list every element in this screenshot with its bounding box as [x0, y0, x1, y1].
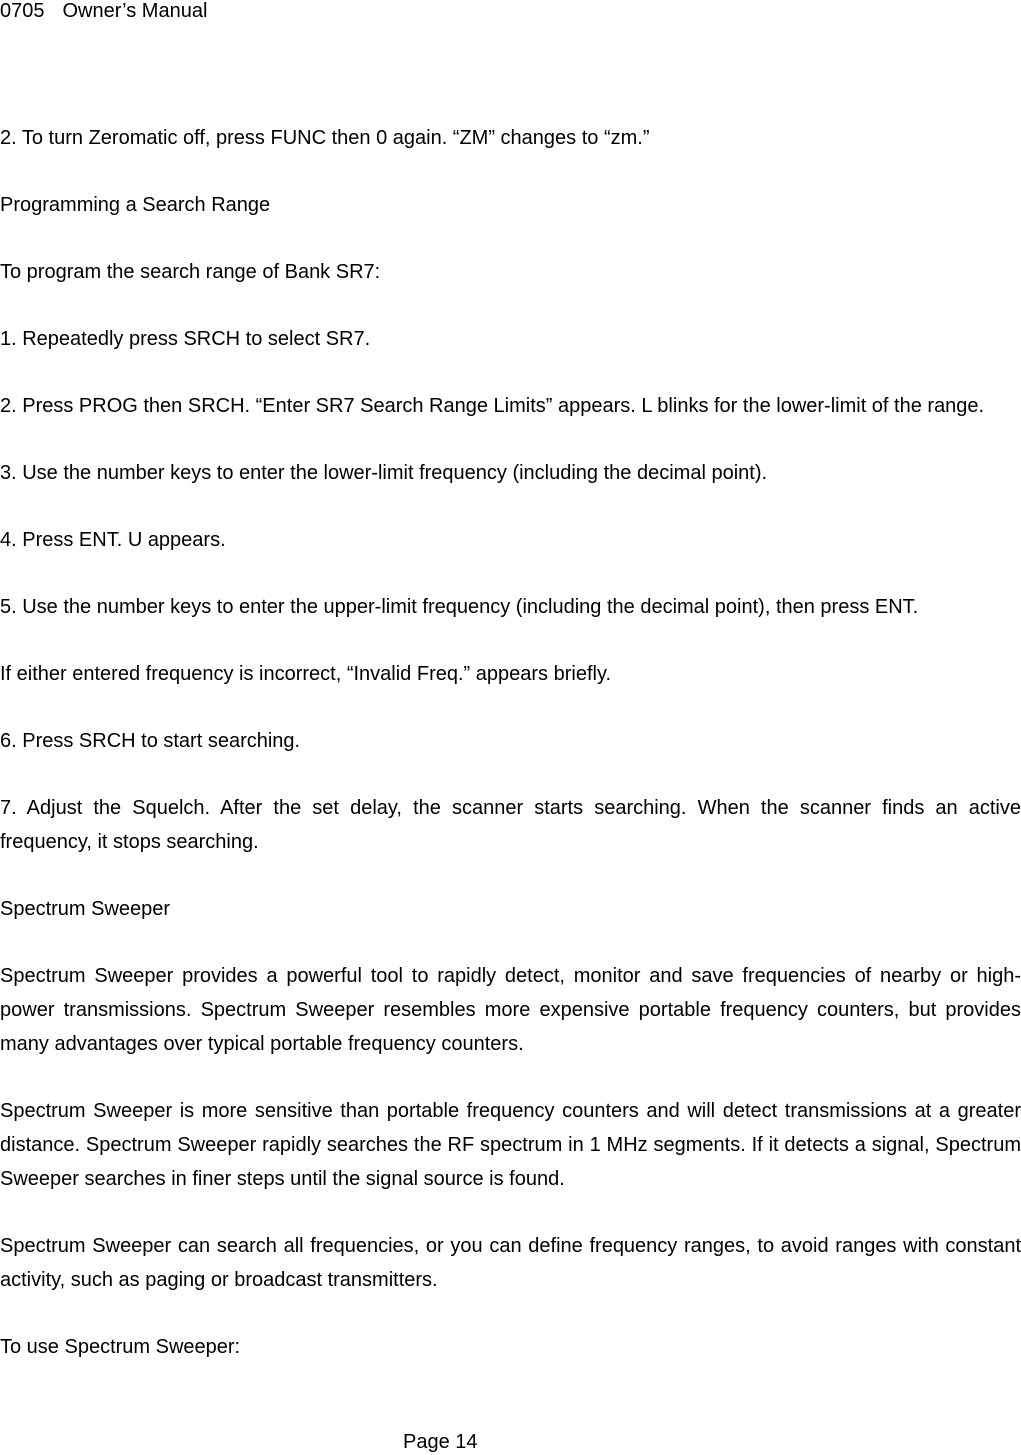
search-range-step-4: 4. Press ENT. U appears.	[0, 529, 226, 551]
spectrum-sweeper-usage-intro: To use Spectrum Sweeper:	[0, 1336, 241, 1358]
spectrum-sweeper-ranges: Spectrum Sweeper can search all frequencies, or you can define frequency ranges, to avoid ranges with constant activity, such as paging or broadcast transmitters.	[0, 1235, 1021, 1291]
invalid-freq-note: If either entered frequency is incorrect, “Invalid Freq.” appears briefly.	[0, 663, 612, 685]
page-number: Page 14	[403, 1431, 478, 1453]
search-range-step-1: 1. Repeatedly press SRCH to select SR7.	[0, 328, 371, 350]
page-content	[0, 121, 1021, 1397]
zeromatic-off-step: 2. To turn Zeromatic off, press FUNC then 0 again. “ZM” changes to “zm.”	[0, 127, 650, 149]
search-range-step-5: 5. Use the number keys to enter the upper-limit frequency (including the decimal point), then press ENT.	[0, 596, 919, 618]
page-header	[0, 0, 207, 22]
section-heading-search-range: Programming a Search Range	[0, 194, 271, 216]
search-range-step-2: 2. Press PROG then SRCH. “Enter SR7 Search Range Limits” appears. L blinks for the lower-limit of the range.	[0, 395, 985, 417]
search-range-step-3: 3. Use the number keys to enter the lower-limit frequency (including the decimal point).	[0, 462, 768, 484]
spectrum-sweeper-sensitivity: Spectrum Sweeper is more sensitive than portable frequency counters and will detect transmissions at a greater distance. Spectrum Sweeper rapidly searches the RF spectrum in 1 MHz segments. If it detects a signal, Spectrum Sweeper searches in finer steps until the signal source is found.	[0, 1100, 1021, 1190]
spectrum-sweeper-intro: Spectrum Sweeper provides a powerful tool to rapidly detect, monitor and save frequencies of nearby or high-power transmissions. Spectrum Sweeper resembles more expensive portable frequency counters, but provides many advantages over typical portable frequency counters.	[0, 965, 1021, 1055]
manual-title: Owner’s Manual	[62, 0, 208, 22]
search-range-step-6: 6. Press SRCH to start searching.	[0, 730, 301, 752]
search-range-intro: To program the search range of Bank SR7:	[0, 261, 381, 283]
doc-number: 0705	[0, 0, 45, 22]
section-heading-spectrum-sweeper: Spectrum Sweeper	[0, 898, 171, 920]
search-range-step-7: 7. Adjust the Squelch. After the set delay, the scanner starts searching. When the scanner finds an active frequency, it stops searching.	[0, 797, 1021, 853]
